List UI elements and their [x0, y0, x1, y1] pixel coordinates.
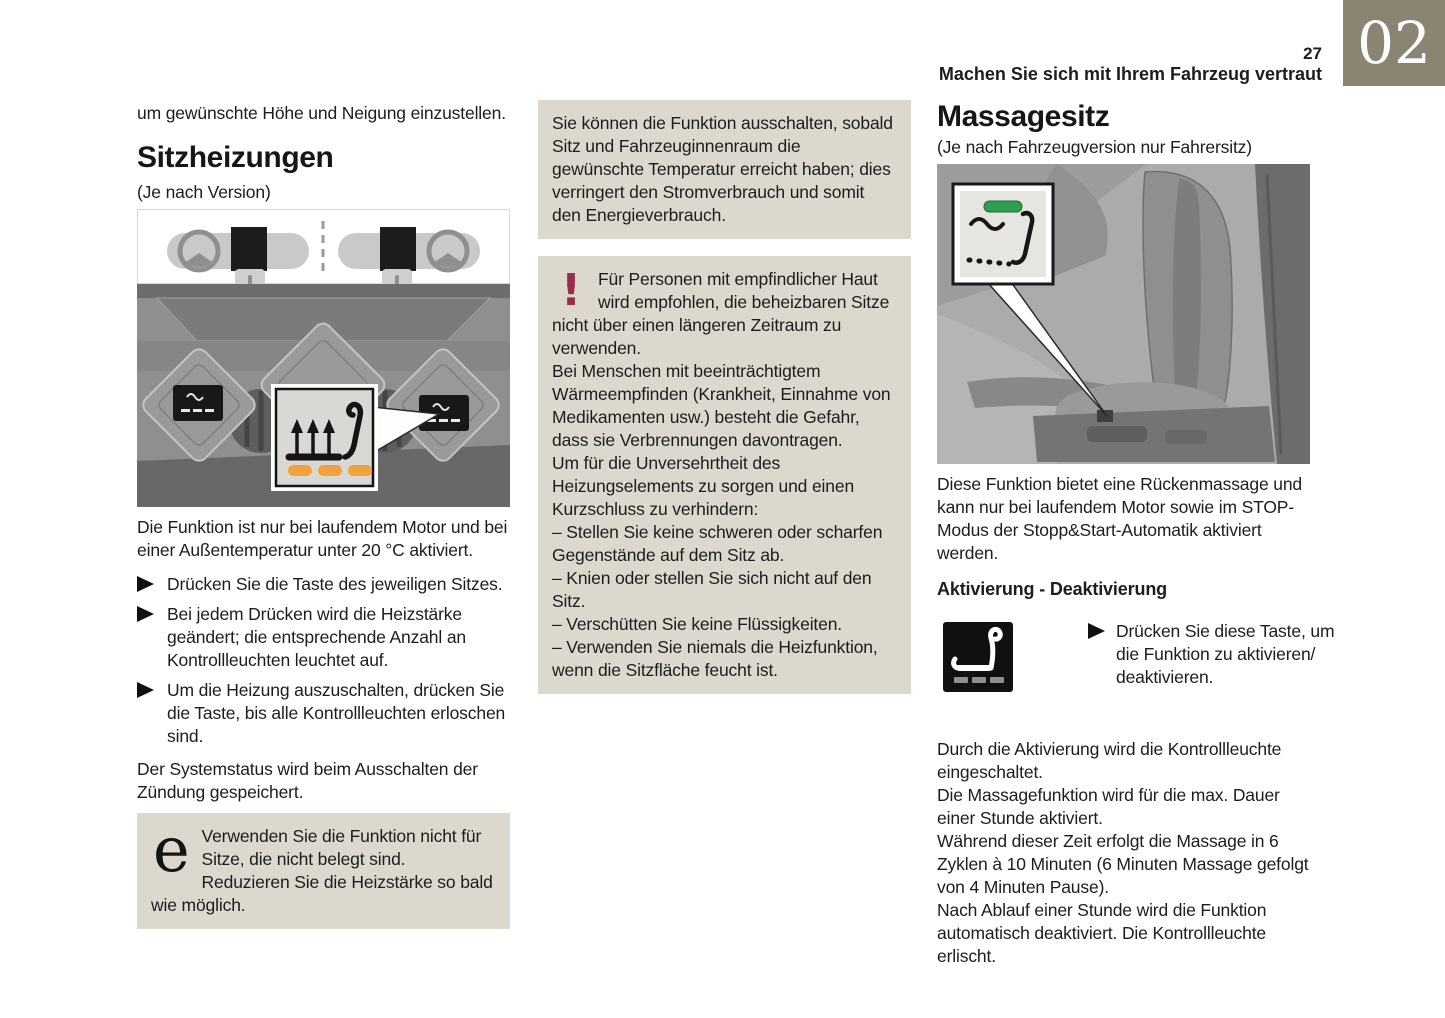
bullet-arrow-icon [137, 576, 154, 592]
tip-text: Sie können die Funktion ausschalten, sobald Sitz und Fahrzeuginnenraum die gewünschte Temperatur erreicht haben; dies verringert den Stromverbrauch und somit den Energieverbrauch. [552, 113, 893, 225]
intro-paragraph: um gewünschte Höhe und Neigung einzustellen. [137, 103, 506, 123]
function-condition-paragraph: Die Funktion ist nur bei laufendem Motor und bei einer Außentemperatur unter 20 °C aktiviert. [137, 517, 508, 560]
version-note: (Je nach Version) [137, 182, 271, 202]
warning-paragraph: Für Personen mit empfindlicher Haut wird empfohlen, die beheizbaren Sitze nicht über einen längeren Zeitraum zu verwenden. [552, 269, 890, 358]
seat-heating-button-left [173, 385, 223, 421]
activation-subheading: Aktivierung - Deaktivierung [937, 579, 1168, 599]
list-item: Bei jedem Drücken wird die Heizstärke geändert; die entsprechende Anzahl an Kontrollleuchten leuchtet auf. [137, 603, 510, 672]
massage-indicator-green [984, 201, 1022, 212]
seat-heating-location-figure [137, 209, 510, 507]
list-item: Drücken Sie die Taste des jeweiligen Sitzes. [137, 573, 510, 596]
warning-box [538, 256, 911, 694]
detail-line: Nach Ablauf einer Stunde wird die Funktion automatisch deaktiviert. Die Kontrollleuchte erlischt. [937, 900, 1267, 966]
massage-button-callout [953, 184, 1053, 284]
version-note: (Je nach Fahrzeugversion nur Fahrersitz) [937, 137, 1252, 157]
heat-level-indicators [288, 465, 372, 476]
info-note-box [137, 813, 510, 929]
column-right [937, 100, 1335, 968]
detail-line: Die Massagefunktion wird für die max. Dauer einer Stunde aktiviert. [937, 785, 1280, 828]
list-item: Um die Heizung auszuschalten, drücken Sie die Taste, bis alle Kontrollleuchten erloschen sind. [137, 679, 510, 748]
energy-tip-box [538, 100, 911, 239]
warning-list-item: – Knien oder stellen Sie sich nicht auf den Sitz. [552, 568, 872, 611]
detail-line: Während dieser Zeit erfolgt die Massage in 6 Zyklen à 10 Minuten (6 Minuten Massage gefolgt von 4 Minuten Pause). [937, 831, 1309, 897]
massage-seat-figure [937, 164, 1310, 464]
massage-function-paragraph: Diese Funktion bietet eine Rückenmassage und kann nur bei laufendem Motor sowie im STOP-Modus der Stopp&Start-Automatik aktiviert werden. [937, 474, 1303, 563]
warning-exclamation-icon: ! [561, 265, 581, 316]
note-text: Reduzieren Sie die Heizstärke so bald wie möglich. [151, 872, 493, 915]
system-status-paragraph: Der Systemstatus wird beim Ausschalten der Zündung gespeichert. [137, 759, 478, 802]
note-text: Verwenden Sie die Funktion nicht für Sitze, die nicht belegt sind. [201, 826, 482, 869]
list-item: Drücken Sie diese Taste, um die Funktion zu aktivieren/ deaktivieren. [1088, 620, 1338, 689]
dashboard-photo [137, 284, 510, 507]
bullet-arrow-icon [1088, 623, 1105, 639]
warning-paragraph: Um für die Unversehrtheit des Heizungselements zu sorgen und einen Kurzschluss zu verhindern: [552, 453, 855, 519]
activation-details [937, 738, 1310, 968]
warning-list-item: – Verwenden Sie niemals die Heizfunktion, wenn die Sitzfläche feucht ist. [552, 637, 878, 680]
column-left [137, 100, 510, 929]
warning-paragraph: Bei Menschen mit beeinträchtigtem Wärmeempfinden (Krankheit, Einnahme von Medikamenten usw.) besteht die Gefahr, dass sie Verbrennungen davontragen. [552, 361, 891, 450]
chapter-badge [1343, 0, 1445, 86]
activation-instruction-row [937, 620, 1335, 716]
column-middle [538, 100, 911, 694]
massage-button-on-seat [1097, 410, 1113, 422]
massage-button-icon [943, 622, 1013, 692]
warning-list-item: – Stellen Sie keine schweren oder scharfen Gegenstände auf dem Sitz ab. [552, 522, 883, 565]
bullet-arrow-icon [137, 606, 154, 622]
instruction-list [137, 573, 510, 748]
warning-list-item: – Verschütten Sie keine Flüssigkeiten. [552, 614, 843, 634]
page-header-title: Machen Sie sich mit Ihrem Fahrzeug vertraut [938, 64, 1322, 84]
chapter-number: 02 [1357, 9, 1431, 77]
detail-line: Durch die Aktivierung wird die Kontrollleuchte eingeschaltet. [937, 739, 1282, 782]
page-number: 27 [1303, 44, 1322, 63]
section-heading-sitzheizungen: Sitzheizungen [137, 141, 334, 174]
seat-heating-button-callout [271, 384, 378, 491]
bullet-arrow-icon [137, 682, 154, 698]
information-e-icon: e [153, 813, 190, 886]
section-heading-massagesitz: Massagesitz [937, 100, 1110, 133]
